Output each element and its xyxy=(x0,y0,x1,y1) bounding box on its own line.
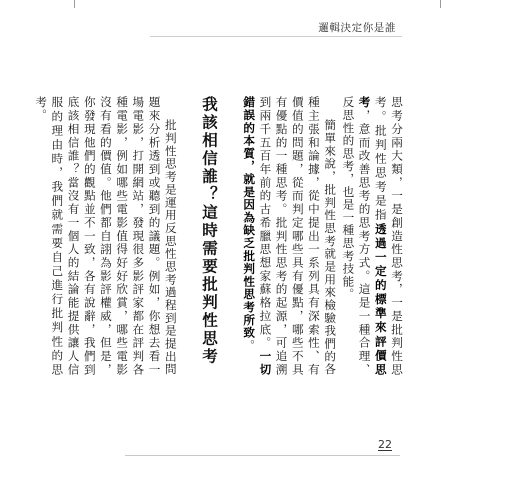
paragraph-3: 批判性思考是運用反思性思考過程到是提出問題來分析透到或聽到的議題。例如，你想去看一場電影，打開網站，發現很多影評家都在評判各種電影，例如哪些電影值得好好欣賞，哪些電影沒有看的價值。他們都自詡為影評權威，但是，你發現他們的觀點並不一致，各有說辭，我們到底該相信誰？當沒有一個人的結論能提供讓人信服的理由時，我們就需要自己進行批判性的思考。 xyxy=(34,96,178,376)
header-rule xyxy=(150,36,402,37)
running-head: 邏輯決定你是誰 xyxy=(318,22,396,34)
bold-emphasis: 透過一定的標準來評價思考 xyxy=(357,96,388,376)
paragraph-2: 簡單來說，批判性思考就是用來檢驗我們的各種主張和論據，從中提出一系列具有深索性、有價值的問題，從而判定哪些具有優點，哪些不具有優點的一種思考。批判性思考的起源，可追溯到兩千五百年前的古希臘思想家蘇格拉底。一切錯誤的本質，就是因為缺乏批判性思考所致。 xyxy=(242,96,338,376)
vertical-body-text xyxy=(34,96,405,376)
page-number: 22 xyxy=(378,438,392,451)
crop-mark-top-left xyxy=(74,0,75,8)
bold-emphasis: 一切錯誤的本質，就是因為缺乏批判性思考所致 xyxy=(242,96,273,376)
footer-rule xyxy=(125,455,400,456)
section-heading: 我該相信誰？這時需要批判性思考 xyxy=(199,96,218,366)
paragraph-1: 思考分兩大類，一是創造性思考，一是批判性思考。批判性思考是指透過一定的標準來評價思考，意而改善思考的思考方式。這是一種合理、反思性的思考，也是一種思考技能。 xyxy=(341,96,404,376)
crop-mark-top-right xyxy=(440,0,441,8)
